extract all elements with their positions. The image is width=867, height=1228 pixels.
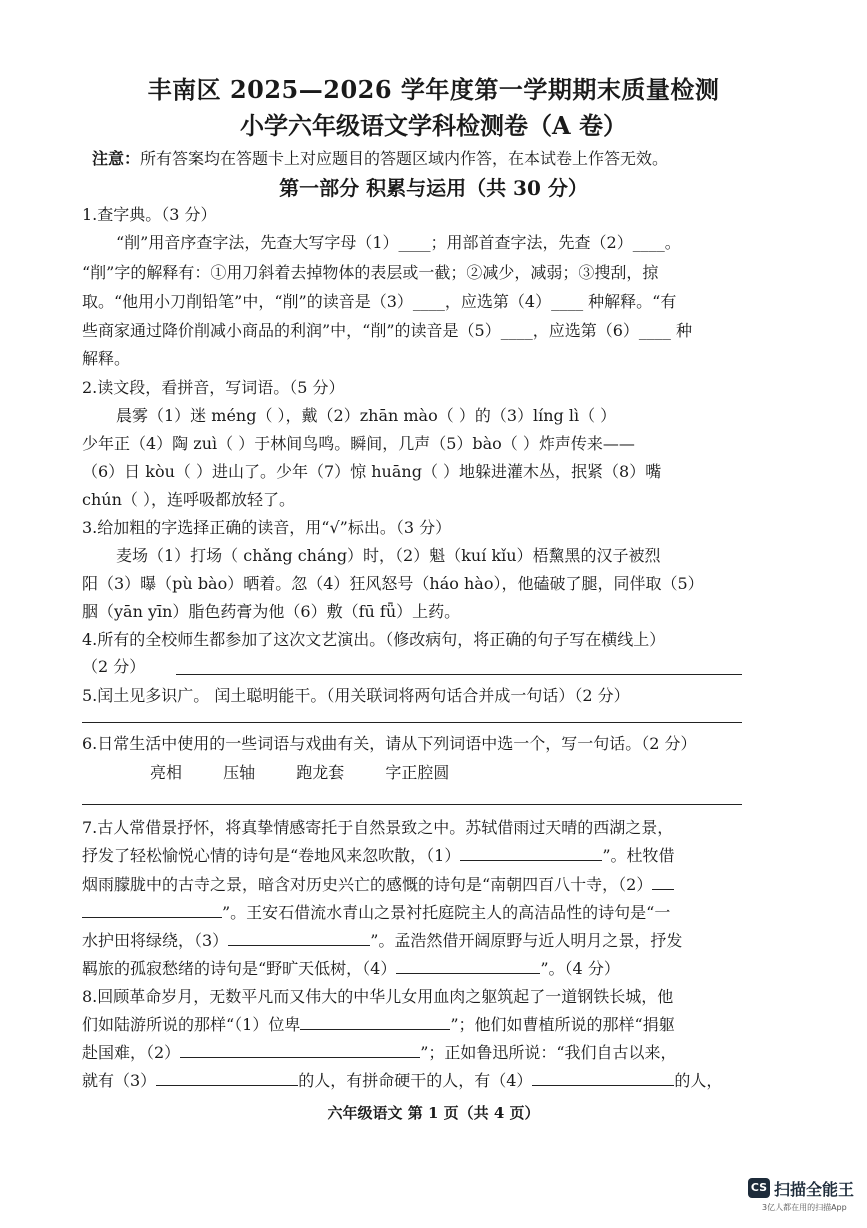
q7-line: 7.古人常借景抒怀，将真挚情感寄托于自然景致之中。苏轼借雨过天晴的西湖之景， xyxy=(82,818,674,837)
page-footer: 六年级语文 第 1 页（共 4 页） xyxy=(327,1104,540,1122)
q8-blank xyxy=(156,1071,298,1086)
q2-line: 晨雾（1）迷 méng（ ），戴（2）zhān mào（ ）的（3）líng lì（ ） xyxy=(116,406,617,425)
exam-subtitle: 小学六年级语文学科检测卷（A 卷） xyxy=(240,111,627,140)
scanner-tagline: 3亿人都在用的扫描App xyxy=(762,1203,847,1212)
q8-text: 赴国难，（2） xyxy=(82,1043,181,1062)
q8-line xyxy=(82,1071,752,1091)
q1-title: 1.查字典。（3 分） xyxy=(82,205,217,224)
notice-label: 注意： xyxy=(92,149,141,168)
q7-text: ”。孟浩然借开阔原野与近人明月之景，抒发 xyxy=(370,931,683,950)
q2-title: 2.读文段，看拼音，写词语。（5 分） xyxy=(82,378,345,397)
q8-text: 们如陆游所说的那样“（1）位卑 xyxy=(82,1015,301,1034)
q7-text: ”。（4 分） xyxy=(540,959,620,978)
q6-word-list xyxy=(150,760,485,783)
q8-line xyxy=(82,1015,752,1035)
q3-line: 阳（3）曝（pù bào）晒着。忽（4）狂风怒号（háo hào），他磕破了腿，同伴取（5） xyxy=(82,574,704,593)
q6-word: 跑龙套 xyxy=(296,763,345,782)
q3-title: 3.给加粗的字选择正确的读音，用“√”标出。（3 分） xyxy=(82,518,452,537)
camscanner-icon: CS xyxy=(748,1178,770,1198)
q7-text: ”。王安石借流水青山之景衬托庭院主人的高洁品性的诗句是“一 xyxy=(222,903,671,922)
q6-word: 压轴 xyxy=(223,763,256,782)
q7-line xyxy=(82,846,752,866)
q6-answer-line xyxy=(82,804,742,805)
q7-blank xyxy=(82,903,222,918)
q4-answer-line xyxy=(176,674,742,675)
q1-line: 解释。 xyxy=(82,349,131,368)
q7-line xyxy=(82,903,752,923)
q8-text: ”；他们如曹植所说的那样“捐躯 xyxy=(450,1015,675,1034)
q8-blank xyxy=(532,1071,674,1086)
q2-line: chún（ ），连呼吸都放轻了。 xyxy=(82,490,295,509)
q8-text: ”；正如鲁迅所说：“我们自古以来， xyxy=(420,1043,677,1062)
q8-line xyxy=(82,1043,752,1063)
q6-word: 亮相 xyxy=(150,763,183,782)
q7-text: 抒发了轻松愉悦心情的诗句是“卷地风来忽吹散，（1） xyxy=(82,846,461,865)
q3-line: 麦场（1）打场（ chǎng cháng）时，（2）魁（kuí kǐu）梧黧黑的汉子被烈 xyxy=(116,546,661,565)
q7-line xyxy=(82,875,752,895)
notice-text: 所有答案均在答题卡上对应题目的答题区域内作答，在本试卷上作答无效。 xyxy=(140,149,669,168)
q7-text: 烟雨朦胧中的古寺之景，暗含对历史兴亡的感慨的诗句是“南朝四百八十寺，（2） xyxy=(82,875,653,894)
q4-score: （2 分） xyxy=(82,657,146,676)
notice xyxy=(92,146,792,169)
q1-line: “削”字的解释有：①用刀斜着去掉物体的表层或一截；②减少，减弱；③搜刮，掠 xyxy=(82,263,659,282)
q5-answer-line xyxy=(82,722,742,723)
q7-line xyxy=(82,959,752,979)
q7-text: 羁旅的孤寂愁绪的诗句是“野旷天低树，（4） xyxy=(82,959,397,978)
q8-blank xyxy=(180,1043,420,1058)
q8-text: 的人，有拼命硬干的人，有（4） xyxy=(298,1071,533,1090)
q2-line: 少年正（4）陶 zuì（ ）于林间鸟鸣。瞬间，几声（5）bào（ ）炸声传来—— xyxy=(82,434,635,453)
q7-blank xyxy=(460,846,602,861)
q4-title: 4.所有的全校师生都参加了这次文艺演出。（修改病句，将正确的句子写在横线上） xyxy=(82,630,666,649)
q7-blank xyxy=(228,931,370,946)
q7-blank xyxy=(396,959,540,974)
scanner-watermark xyxy=(748,1176,860,1218)
q6-word: 字正腔圆 xyxy=(385,763,450,782)
q7-text: ”。杜牧借 xyxy=(602,846,675,865)
q5-title: 5.闰土见多识广。 闰土聪明能干。（用关联词将两句话合并成一句话）（2 分） xyxy=(82,686,630,705)
q8-blank xyxy=(300,1015,450,1030)
q7-text: 水护田将绿绕，（3） xyxy=(82,931,229,950)
q3-line: 胭（yān yīn）脂色药膏为他（6）敷（fū fǖ）上药。 xyxy=(82,602,461,621)
scanner-name: 扫描全能王 xyxy=(774,1180,855,1199)
q8-text: 的人， xyxy=(674,1071,723,1090)
q1-line: 取。“他用小刀削铅笔”中，“削”的读音是（3）____，应选第（4）____ 种解释。“有 xyxy=(82,292,677,311)
q6-title: 6.日常生活中使用的一些词语与戏曲有关，请从下列词语中选一个，写一句话。（2 分） xyxy=(82,734,697,753)
q8-line: 8.回顾革命岁月，无数平凡而又伟大的中华儿女用血肉之躯筑起了一道钢铁长城，他 xyxy=(82,987,674,1006)
q7-blank xyxy=(652,875,674,890)
q1-line: “削”用音序查字法，先查大写字母（1）____；用部首查字法，先查（2）____。 xyxy=(116,233,681,252)
q1-line: 些商家通过降价削减小商品的利润”中，“削”的读音是（5）____，应选第（6）____ 种 xyxy=(82,321,692,340)
q8-text: 就有（3） xyxy=(82,1071,157,1090)
exam-title: 丰南区 2025—2026 学年度第一学期期末质量检测 xyxy=(147,75,720,104)
q2-line: （6）日 kòu（ ）进山了。少年（7）惊 huāng（ ）地躲进灌木丛，抿紧（8）嘴 xyxy=(82,462,662,481)
section-title: 第一部分 积累与运用（共 30 分） xyxy=(279,176,588,200)
q7-line xyxy=(82,931,752,951)
